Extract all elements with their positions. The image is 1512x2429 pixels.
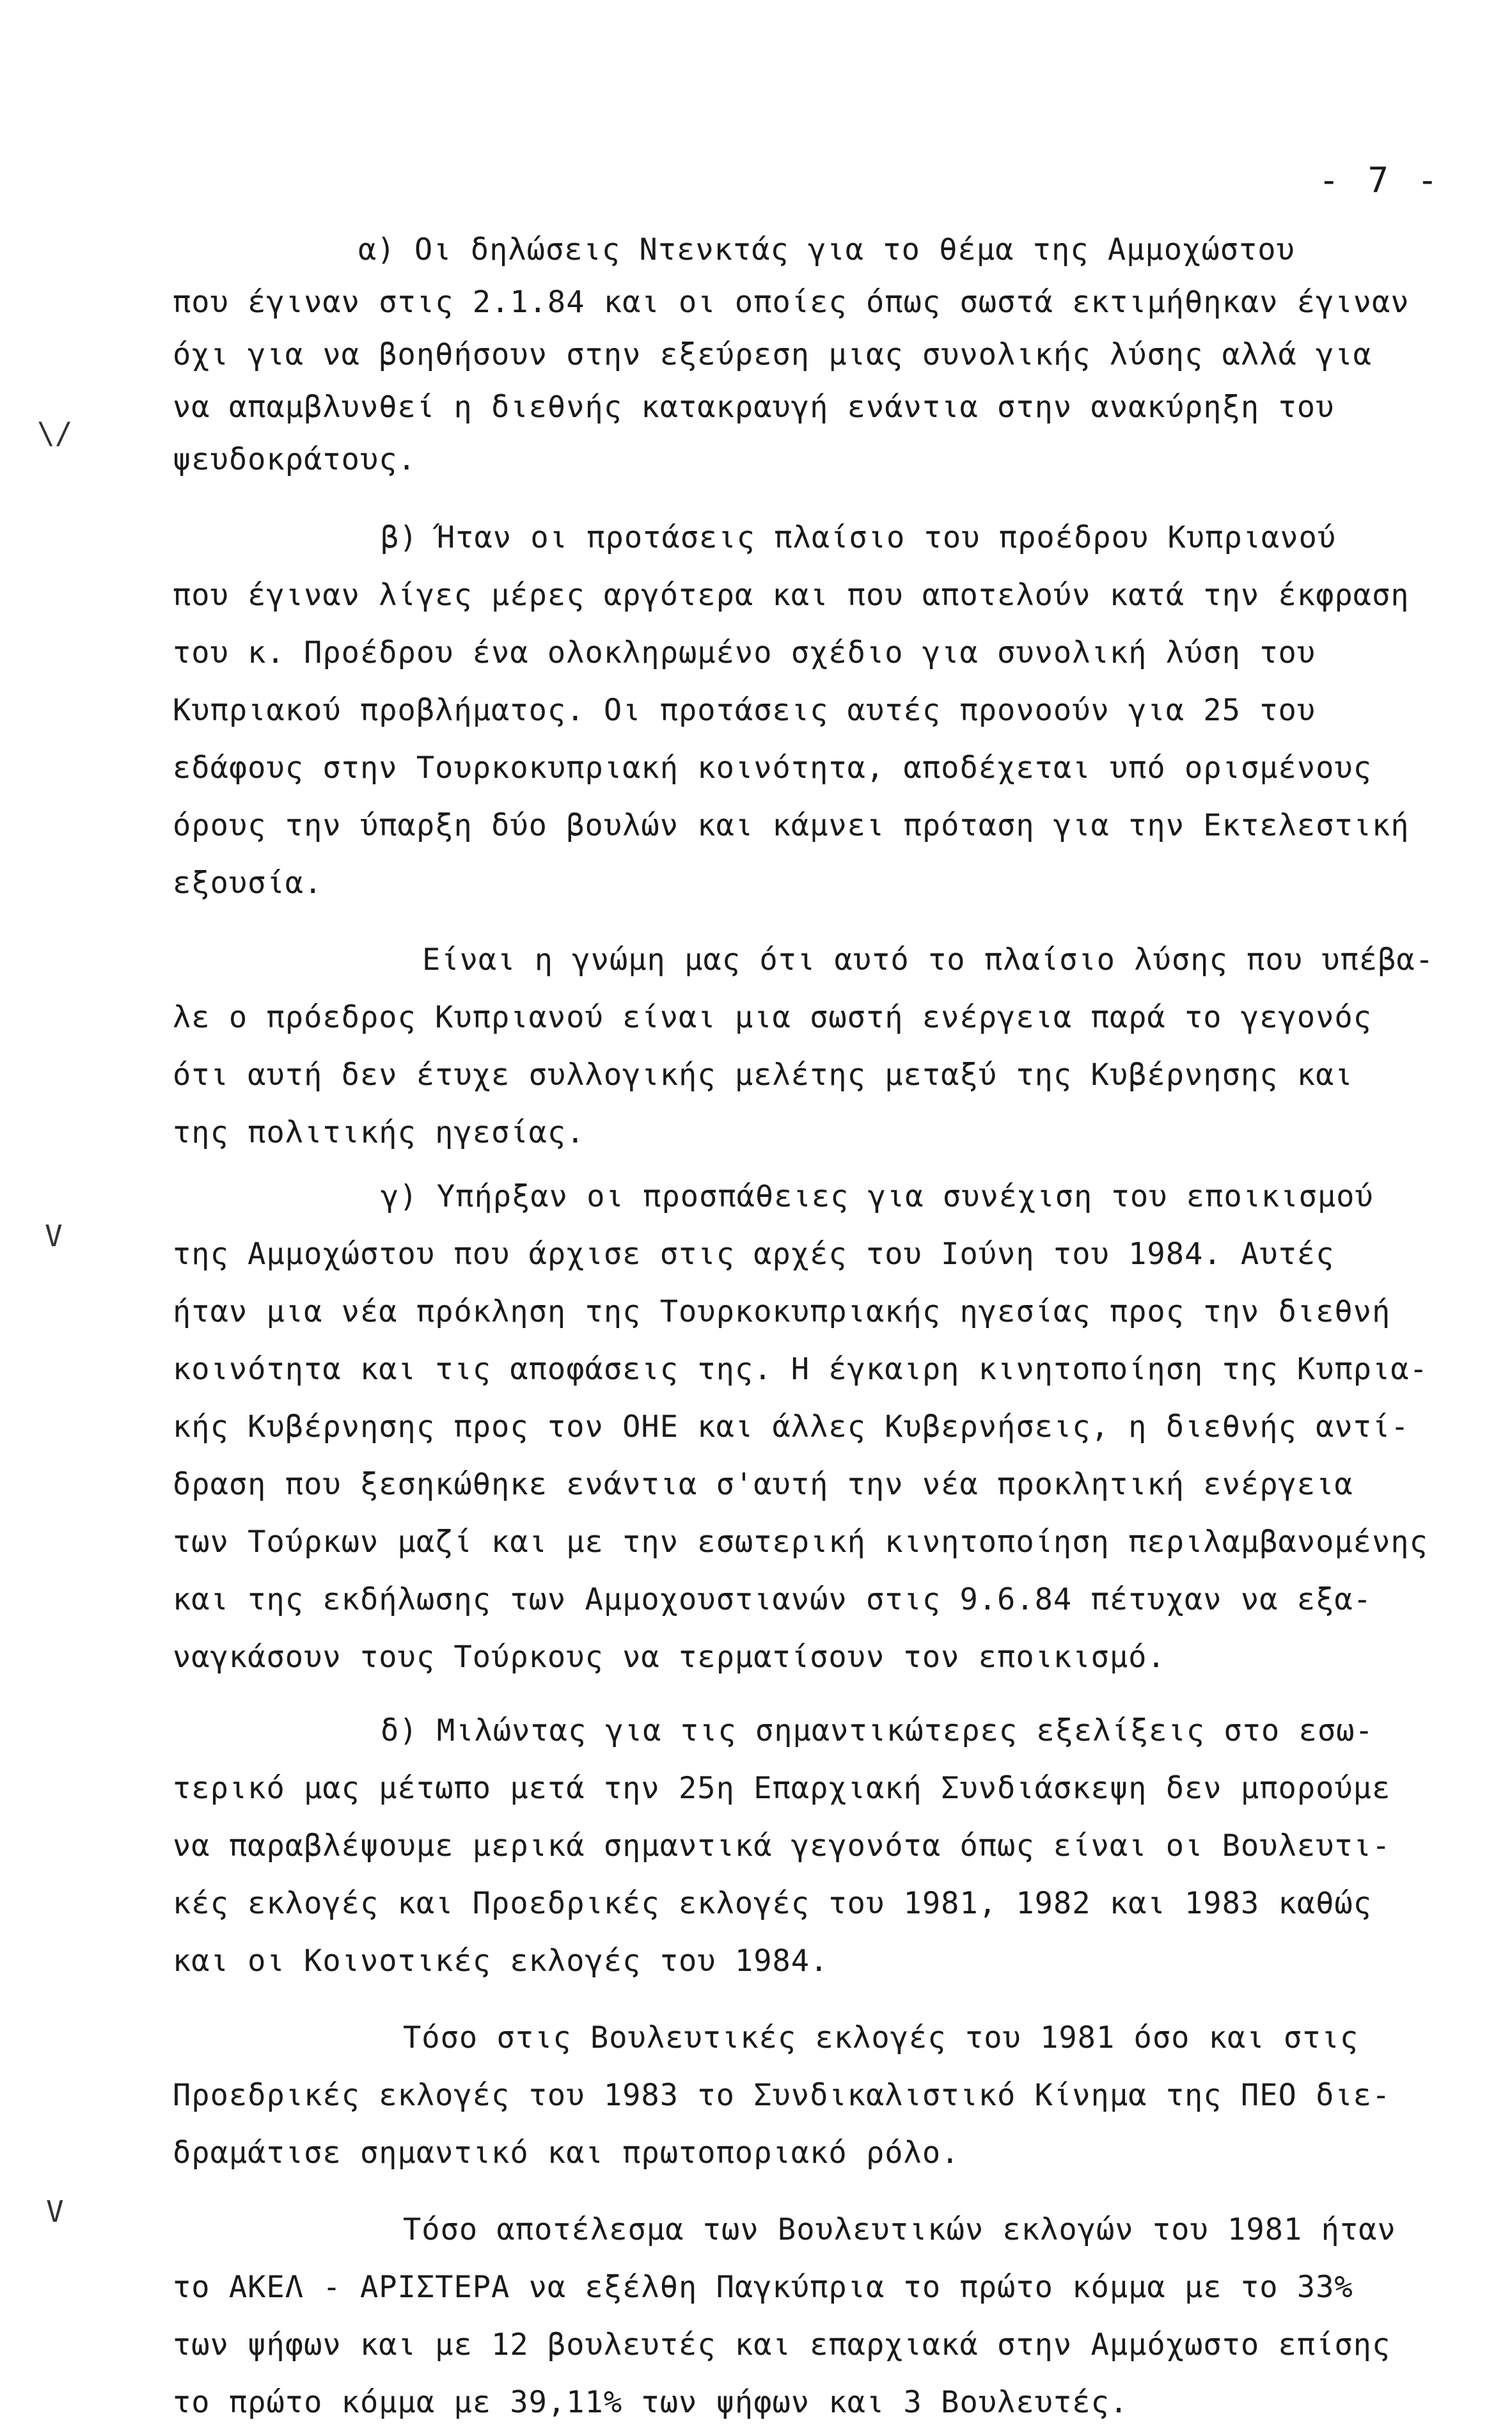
paragraph-c-line: της Αμμοχώστου που άρχισε στις αρχές του Ιούνη του 1984. Αυτές [173, 1237, 1335, 1272]
results-paragraph-line: το ΑΚΕΛ - ΑΡΙΣΤΕΡΑ να εξέλθη Παγκύπρια το πρώτο κόμμα με το 33% [173, 2270, 1353, 2305]
paragraph-a-line: α) Οι δηλώσεις Ντενκτάς για το θέμα της Αμμοχώστου [358, 232, 1295, 267]
elections-paragraph-line: Προεδρικές εκλογές του 1983 το Συνδικαλιστικό Κίνημα της ΠΕΟ διε- [173, 2078, 1391, 2113]
paragraph-c-line: των Τούρκων μαζί και με την εσωτερική κινητοποίηση περιλαμβανομένης [173, 1524, 1428, 1560]
paragraph-c-line: ναγκάσουν τους Τούρκους να τερματίσουν τον εποικισμό. [173, 1640, 1166, 1675]
paragraph-c-line: κοινότητα και τις αποφάσεις της. Η έγκαιρη κινητοποίηση της Κυπρια- [173, 1352, 1428, 1387]
paragraph-c-line: γ) Υπήρξαν οι προσπάθειες για συνέχιση του εποικισμού [381, 1179, 1374, 1214]
margin-mark: V [46, 2194, 64, 2229]
paragraph-b-line: εξουσία. [173, 866, 323, 901]
paragraph-a-line: ψευδοκράτους. [173, 442, 416, 477]
page-number: - 7 - [1318, 160, 1442, 200]
paragraph-d-line: κές εκλογές και Προεδρικές εκλογές του 1981, 1982 και 1983 καθώς [173, 1886, 1372, 1921]
paragraph-b-line: εδάφους στην Τουρκοκυπριακή κοινότητα, αποδέχεται υπό ορισμένους [173, 750, 1372, 786]
paragraph-b-line: β) Ήταν οι προτάσεις πλαίσιο του προέδρου Κυπριανού [381, 520, 1337, 555]
opinion-paragraph-line: λε ο πρόεδρος Κυπριανού είναι μια σωστή ενέργεια παρά το γεγονός [173, 1000, 1372, 1035]
results-paragraph-line: το πρώτο κόμμα με 39,11% των ψήφων και 3 Βουλευτές. [173, 2385, 1129, 2420]
paragraph-c-line: κής Κυβέρνησης προς τον ΟΗΕ και άλλες Κυβερνήσεις, η διεθνής αντί- [173, 1409, 1410, 1444]
paragraph-c-line: και της εκδήλωσης των Αμμοχουστιανών στις 9.6.84 πέτυχαν να εξα- [173, 1582, 1372, 1617]
margin-mark: \/ [37, 416, 73, 450]
paragraph-a-line: που έγιναν στις 2.1.84 και οι οποίες όπως σωστά εκτιμήθηκαν έγιναν [173, 285, 1410, 320]
paragraph-c-line: δραση που ξεσηκώθηκε ενάντια σ'αυτή την νέα προκλητική ενέργεια [173, 1467, 1353, 1502]
paragraph-d-line: και οι Κοινοτικές εκλογές του 1984. [173, 1943, 829, 1979]
paragraph-a-line: όχι για να βοηθήσουν στην εξεύρεση μιας συνολικής λύσης αλλά για [173, 337, 1372, 372]
opinion-paragraph-line: Είναι η γνώμη μας ότι αυτό το πλαίσιο λύσης που υπέβα- [422, 942, 1435, 977]
opinion-paragraph-line: ότι αυτή δεν έτυχε συλλογικής μελέτης μεταξύ της Κυβέρνησης και [173, 1057, 1353, 1093]
paragraph-b-line: Κυπριακού προβλήματος. Οι προτάσεις αυτές προνοούν για 25 του [173, 693, 1316, 728]
paragraph-a-line: να απαμβλυνθεί η διεθνής κατακραυγή ενάντια στην ανακύρηξη του [173, 390, 1335, 425]
paragraph-d-line: δ) Μιλώντας για τις σημαντικώτερες εξελίξεις στο εσω- [381, 1713, 1374, 1748]
margin-mark: V [45, 1219, 63, 1253]
paragraph-c-line: ήταν μια νέα πρόκληση της Τουρκοκυπριακής ηγεσίας προς την διεθνή [173, 1294, 1391, 1329]
paragraph-b-line: που έγιναν λίγες μέρες αργότερα και που αποτελούν κατά την έκφραση [173, 578, 1410, 613]
paragraph-d-line: να παραβλέψουμε μερικά σημαντικά γεγονότα όπως είναι οι Βουλευτι- [173, 1828, 1391, 1863]
paragraph-d-line: τερικό μας μέτωπο μετά την 25η Επαρχιακή Συνδιάσκεψη δεν μπορούμε [173, 1771, 1391, 1806]
opinion-paragraph-line: της πολιτικής ηγεσίας. [173, 1115, 585, 1150]
elections-paragraph-line: Τόσο στις Βουλευτικές εκλογές του 1981 όσο και στις [403, 2020, 1359, 2055]
results-paragraph-line: Τόσο αποτέλεσμα των Βουλευτικών εκλογών του 1981 ήταν [403, 2212, 1396, 2247]
results-paragraph-line: των ψήφων και με 12 βουλευτές και επαρχιακά στην Αμμόχωστο επίσης [173, 2327, 1391, 2362]
paragraph-b-line: όρους την ύπαρξη δύο βουλών και κάμνει πρόταση για την Εκτελεστική [173, 808, 1410, 843]
paragraph-b-line: του κ. Προέδρου ένα ολοκληρωμένο σχέδιο για συνολική λύση του [173, 635, 1316, 670]
elections-paragraph-line: δραμάτισε σημαντικό και πρωτοποριακό ρόλο. [173, 2135, 960, 2171]
